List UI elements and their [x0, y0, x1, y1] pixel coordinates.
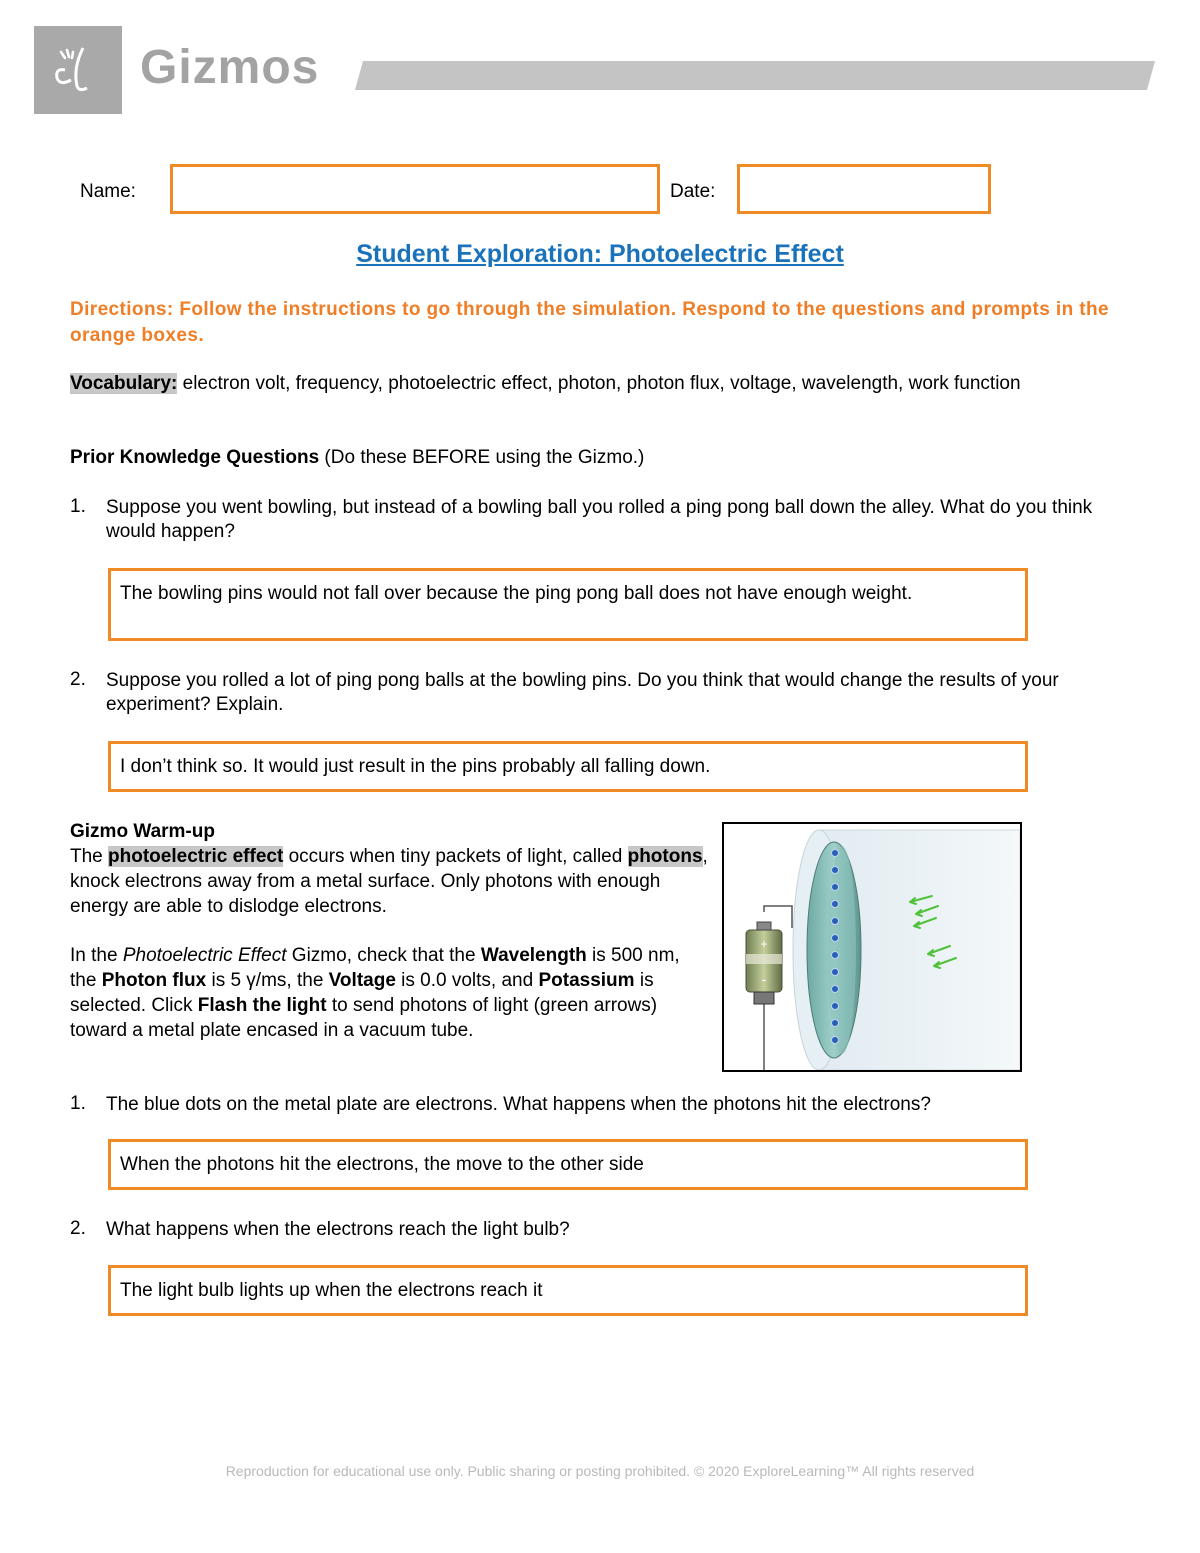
question-number: 2. — [70, 1218, 86, 1239]
name-label: Name: — [80, 181, 136, 202]
vocabulary — [70, 372, 1110, 396]
section-heading: Prior Knowledge Questions — [70, 447, 320, 468]
battery-plus: + — [760, 937, 768, 951]
gizmo-name: Photoelectric Effect — [122, 945, 287, 966]
vocabulary-terms: electron volt, frequency, photoelectric effect, photon, photon flux, voltage, wavelength, work function — [177, 373, 1021, 394]
prior-knowledge-heading — [70, 446, 1110, 470]
warmup-paragraph-2: In the Photoelectric Effect Gizmo, check that the Wavelength is 500 nm, the Photon flux is 5 γ/ms, the Voltage is 0.0 volts, and Potassium is selected. Click Flash the light to send photons of light (green arrows) toward a metal plate encased in a vacuum tube. — [70, 945, 680, 1041]
flash-the-light-label: Flash the light — [197, 995, 327, 1016]
warmup-paragraph-1: The photoelectric effect occurs when tiny packets of light, called photons, knock electrons away from a metal surface. Only photons with enough energy are able to dislodge electrons. — [70, 846, 708, 917]
brand-name: Gizmos — [140, 41, 320, 94]
term-photoelectric-effect: photoelectric effect — [108, 846, 284, 867]
header-bar — [355, 61, 1155, 90]
explorelearning-logo — [34, 26, 122, 114]
question-number: 1. — [70, 496, 86, 517]
answer-box[interactable]: I don’t think so. It would just result in the pins probably all falling down. — [108, 741, 1028, 792]
question-text: Suppose you went bowling, but instead of a bowling ball you rolled a ping pong ball down the alley. What do you think would happen? — [106, 497, 1093, 542]
question-text: What happens when the electrons reach the light bulb? — [106, 1219, 570, 1240]
question-text: Suppose you rolled a lot of ping pong balls at the bowling pins. Do you think that would change the results of your experiment? Explain. — [106, 670, 1059, 715]
answer-box[interactable]: The light bulb lights up when the electrons reach it — [108, 1265, 1028, 1316]
photoelectric-figure — [722, 822, 1022, 1072]
vocabulary-label: Vocabulary: — [70, 373, 178, 394]
question-text: The blue dots on the metal plate are electrons. What happens when the photons hit the electrons? — [106, 1094, 931, 1115]
date-field[interactable] — [737, 164, 991, 214]
footer-copyright: Reproduction for educational use only. Public sharing or posting prohibited. © 2020 ExploreLearning™ All rights reserved — [225, 1463, 975, 1479]
term-photons: photons — [627, 846, 703, 867]
question-number: 1. — [70, 1093, 86, 1114]
date-label: Date: — [670, 181, 716, 202]
battery-minus: - — [761, 971, 767, 987]
answer-box[interactable]: When the photons hit the electrons, the move to the other side — [108, 1139, 1028, 1190]
directions: Directions: Follow the instructions to go through the simulation. Respond to the questions and prompts in the orange boxes. — [70, 299, 1109, 346]
vacuum-tube-illustration — [724, 824, 1020, 1070]
logo-mark-icon — [43, 40, 113, 100]
answer-box[interactable]: The bowling pins would not fall over because the ping pong ball does not have enough weight. — [108, 568, 1028, 641]
question-number: 2. — [70, 669, 86, 690]
section-note: (Do these BEFORE using the Gizmo.) — [319, 447, 645, 468]
page-title: Student Exploration: Photoelectric Effect — [356, 240, 844, 268]
warmup-heading: Gizmo Warm-up — [70, 821, 215, 842]
name-field[interactable] — [170, 164, 660, 214]
